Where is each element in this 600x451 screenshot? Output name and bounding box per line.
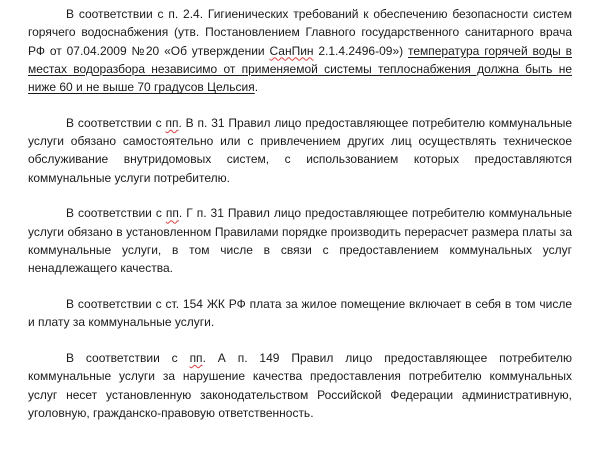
paragraph-maintenance-obligation — [28, 114, 572, 187]
paragraph-text: . Г п. 31 Правил лицо предоставляющее потребителю коммунальные услуги обязано в установленном Правилами порядке производить перерасчет размера платы за коммунальные услуги, в том числе в связи с предоставлением коммунальных услуг ненадлежащего качества. — [28, 206, 573, 276]
paragraph-text: . В п. 31 Правил лицо предоставляющее потребителю коммунальные услуги обязано самостоятельно или с привлечением других лиц осуществлять техническое обслуживание внутридомовых систем, с использованием которых предоставляются коммунальные услуги потребителю. — [28, 115, 573, 185]
spellcheck-word: пп — [165, 115, 179, 130]
document-body — [28, 5, 572, 440]
underlined-text: температура горячей воды в местах водоразбора независимо от применяемой системы теплоснабжения должна быть не ниже 60 и не выше 70 градусов Цельсия — [28, 43, 572, 95]
paragraph-text: 2.1.4.2496-09») — [313, 43, 408, 58]
paragraph-housing-payment — [28, 295, 572, 332]
paragraph-liability — [28, 349, 572, 422]
paragraph-text: . — [254, 80, 259, 95]
paragraph-text: В соответствии с ст. 154 ЖК РФ плата за жилое помещение включает в себя в том числе и плату за коммунальные услуги. — [28, 297, 572, 330]
paragraph-text: В соответствии с — [66, 351, 190, 366]
paragraph-recalculation — [28, 204, 572, 277]
spellcheck-word: пп — [165, 206, 179, 221]
paragraph-text: В соответствии с п. 2.4. Гигиенических требований к обеспечению безопасности систем горячего водоснабжения (утв. Постановлением Главного государственного санитарного врача РФ от 07.04.2009 №20 «Об утверждении — [28, 7, 572, 58]
paragraph-text: В соответствии с — [66, 206, 166, 221]
paragraph-text: . А п. 149 Правил лицо предоставляющее потребителю коммунальные услуги за нарушение качества предоставления потребителю коммунальных услуг несет установленную законодательством Российской Федерации административную, уголовную, гражданско-правовую ответственность. — [28, 351, 572, 420]
spellcheck-word: СанПин — [269, 43, 314, 58]
paragraph-text: В соответствии с — [66, 115, 166, 130]
spellcheck-word: пп — [189, 351, 203, 366]
paragraph-hot-water-temperature — [28, 5, 572, 96]
